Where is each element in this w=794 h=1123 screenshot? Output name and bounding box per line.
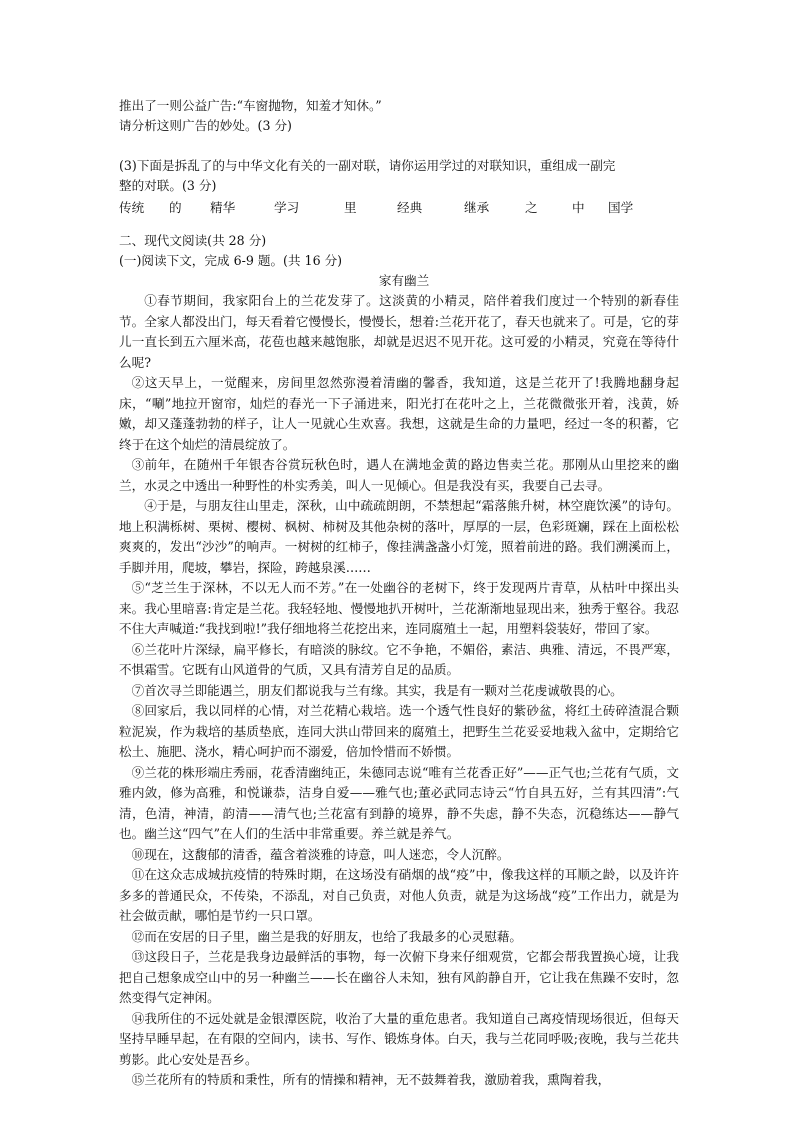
- paragraph-5: ⑤“芝兰生于深林，不以无人而不芳。”在一处幽谷的老树下，终于发现两片青草，从枯叶中探出头来。我心里暗喜:肯定是兰花。我轻轻地、慢慢地扒开树叶，兰花渐渐地显现出来，独秀于壑谷。我忍不住大声喊道:“我找到啦!”我仔细地将兰花挖出来，连同腐殖土一起，用塑料袋装好，带回了家。: [119, 580, 679, 636]
- section-heading: 二、现代文阅读(共 28 分): [119, 233, 267, 248]
- couplet-word: 学习: [274, 200, 300, 215]
- question-3-text-cont: 整的对联。(3 分): [119, 178, 217, 193]
- paragraph-12: ⑫而在安居的日子里，幽兰是我的好朋友，也给了我最多的心灵慰藉。: [131, 928, 522, 944]
- couplet-word: 国学: [608, 200, 634, 215]
- couplet-word: 继承: [464, 200, 490, 215]
- couplet-word: 传统: [119, 200, 145, 215]
- document-page: [119, 96, 679, 1091]
- paragraph-2: ②这天早上，一觉醒来，房间里忽然弥漫着清幽的馨香，我知道，这是兰花开了!我腾地翻身起床，“唰”地拉开窗帘，灿烂的春光一下子涌进来，阳光打在花叶之上，兰花微微张开着，浅黄，娇嫩，却又蓬蓬勃勃的样子，让人一见就心生欢喜。我想，这就是生命的力量吧，经过一冬的积蓄，它终于在这个灿烂的清晨绽放了。: [119, 375, 679, 452]
- article-title: 家有幽兰: [378, 273, 430, 288]
- paragraph-9: ⑨兰花的株形端庄秀丽，花香清幽纯正，朱德同志说“唯有兰花香正好”——正气也;兰花有气质，文雅内敛，修为高雅，和悦谦恭，洁身自爱——雅气也;董必武同志诗云“竹自具五好，兰有其四清”:气清，色清，神清，韵清——清气也;兰花富有到静的境界，静不失虑，静不失态，沉稳练达——静气也。幽兰这“四气”在人们的生活中非常重要。养兰就是养气。: [119, 764, 679, 841]
- paragraph-10: ⑩现在，这馥郁的清香，蕴含着淡雅的诗意，叫人迷恋，令人沉醉。: [131, 846, 510, 862]
- subsection-heading: (一)阅读下文，完成 6-9 题。(共 16 分): [119, 253, 343, 268]
- paragraph-11: ⑪在这众志成城抗疫情的特殊时期，在这场没有硝烟的战“疫”中，像我这样的耳顺之龄，以及许许多多的普通民众，不传染，不添乱，对自己负责，对他人负责，就是为这场战“疫”工作出力，就是为社会做贡献，哪怕是节约一只口罩。: [119, 867, 679, 923]
- couplet-word: 之: [525, 200, 538, 215]
- paragraph-3: ③前年，在随州千年银杏谷赏玩秋色时，遇人在满地金黄的路边售卖兰花。那刚从山里挖来的幽兰，水灵之中透出一种野性的朴实秀美，叫人一见倾心。但是我没有买，我要自己去寻。: [119, 457, 679, 493]
- couplet-word: 中: [572, 200, 585, 215]
- couplet-word: 精华: [210, 200, 236, 215]
- question-3-text: (3)下面是拆乱了的与中华文化有关的一副对联，请你运用学过的对联知识，重组成一副完: [119, 158, 616, 173]
- couplet-word: 经典: [397, 200, 423, 215]
- couplet-word: 的: [169, 200, 182, 215]
- paragraph-4: ④于是，与朋友往山里走，深秋，山中疏疏朗朗，不禁想起“霜落熊升树，林空鹿饮溪”的诗句。地上积满栎树、栗树、樱树、枫树、柿树及其他杂树的落叶，厚厚的一层，色彩斑斓，踩在上面松松爽爽的，发出“沙沙”的响声。一树树的红柿子，像挂满盏盏小灯笼，照着前进的路。我们溯溪而上，手脚并用，爬坡，攀岩，探险，跨越泉溪……: [119, 498, 679, 575]
- text-line: 推出了一则公益广告:“车窗抛物，知羞才知休。”: [119, 98, 382, 113]
- paragraph-15: ⑮兰花所有的特质和秉性，所有的情操和精神，无不鼓舞着我，激励着我，熏陶着我，: [131, 1072, 611, 1087]
- question-prompt: 请分析这则广告的妙处。(3 分): [119, 118, 292, 133]
- paragraph-7: ⑦首次寻兰即能遇兰，朋友们都说我与兰有缘。其实，我是有一颗对兰花虔诚敬畏的心。: [131, 682, 623, 698]
- couplet-word: 里: [344, 200, 357, 215]
- paragraph-14: ⑭我所住的不远处就是金银潭医院，收治了大量的重危患者。我知道自己离疫情现场很近，但每天坚持早睡早起，在有限的空间内，读书、写作、锻炼身体。白天，我与兰花同呼吸;夜晚，我与兰花共剪影。此心安处是吾乡。: [119, 1010, 679, 1067]
- paragraph-6: ⑥兰花叶片深绿，扁平修长，有暗淡的脉纹。它不争艳，不媚俗，素洁、典雅、清远，不畏严寒，不惧霜雪。它既有山风道骨的气质，又具有清芳自足的品质。: [119, 641, 679, 677]
- paragraph-1: ①春节期间，我家阳台上的兰花发芽了。这淡黄的小精灵，陪伴着我们度过一个特别的新春佳节。全家人都没出门，每天看着它慢慢长，慢慢长，想着:兰花开花了，春天也就来了。可是，它的芽儿一直长到五六厘米高，花苞也越来越饱胀，却就是迟迟不见开花。这可爱的小精灵，究竟在等待什么呢?: [119, 293, 679, 370]
- couplet-word-list: [119, 197, 679, 219]
- paragraph-8: ⑧回家后，我以同样的心情，对兰花精心栽培。选一个透气性良好的紫砂盆，将红土砖碎渣混合颗粒泥炭，作为栽培的基质垫底，连同大洪山带回来的腐殖土，把野生兰花妥妥地栽入盆中，定期给它松土、施肥、浇水，精心呵护而不溺爱，倍加怜惜而不娇惯。: [119, 703, 679, 759]
- paragraph-13: ⑬这段日子，兰花是我身边最鲜活的事物，每一次俯下身来仔细观赏，它都会帮我置换心境，让我把自己想象成空山中的另一种幽兰——长在幽谷人未知，独有风韵静自开，它让我在焦躁不安时，忽然变得气定神闲。: [119, 949, 679, 1005]
